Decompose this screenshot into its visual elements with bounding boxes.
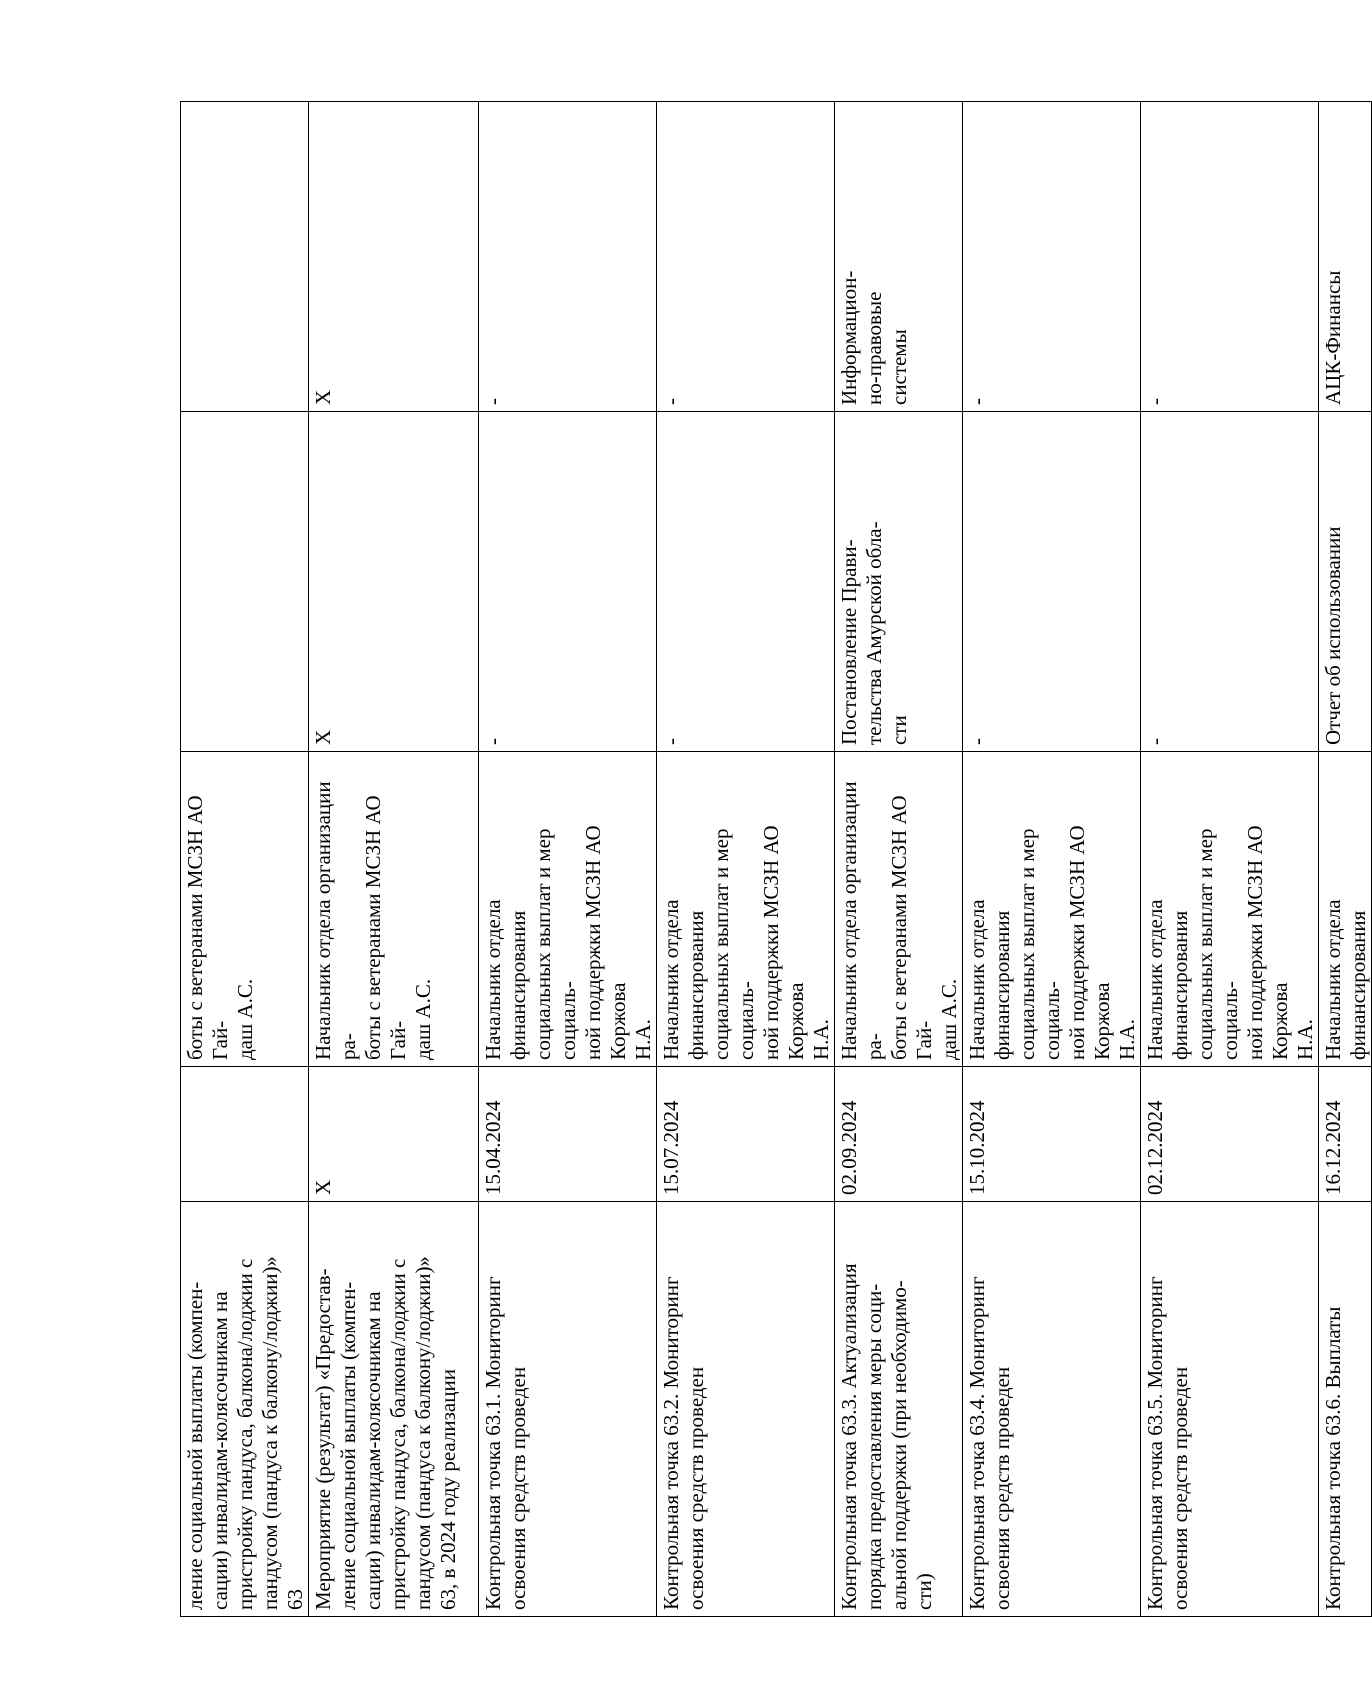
table-row — [181, 102, 309, 1617]
cell-text: Контрольная точка 63.5. Мониторинг освоения средств проведен — [1143, 1276, 1192, 1610]
cell-text: X — [311, 729, 335, 745]
cell-text: - — [659, 398, 683, 405]
cell-text: Начальник отдела финансирования социальных выплат и мер социаль- ной поддержки МСЗН АО Коржова Н.А. — [659, 825, 833, 1060]
control-points-table — [180, 101, 1372, 1617]
event-name-cell — [1141, 1202, 1319, 1617]
responsible-cell — [1141, 752, 1319, 1067]
cell-text: 15.04.2024 — [481, 1100, 505, 1195]
table-row — [309, 102, 479, 1617]
cell-text: Постановление Прави- тельства Амурской обла- сти — [837, 521, 911, 745]
responsible-cell — [181, 752, 309, 1067]
cell-text: Информацион- но-правовые системы — [837, 270, 911, 405]
responsible-cell — [835, 752, 963, 1067]
cell-text: Контрольная точка 63.6. Выплаты — [1321, 1306, 1345, 1610]
responsible-cell — [657, 752, 835, 1067]
event-name-cell — [835, 1202, 963, 1617]
table-row — [657, 102, 835, 1617]
table-row — [963, 102, 1141, 1617]
cell-text: - — [659, 738, 683, 745]
cell-text: X — [311, 389, 335, 405]
info-system-cell — [309, 102, 479, 412]
cell-text: Контрольная точка 63.2. Мониторинг освоения средств проведен — [659, 1276, 708, 1610]
due-date-cell — [1141, 1067, 1319, 1202]
cell-text: Контрольная точка 63.3. Актуализация порядка предоставления меры соци- альной поддержки (при необходимо- сти) — [837, 1263, 936, 1610]
cell-text: 15.10.2024 — [965, 1100, 989, 1195]
event-name-cell — [181, 1202, 309, 1617]
document-type-cell — [963, 412, 1141, 752]
document-type-cell — [479, 412, 657, 752]
cell-text: 02.09.2024 — [837, 1100, 861, 1195]
cell-text: Начальник отдела организации ра- боты с ветеранами МСЗН АО Гай- даш А.С. — [311, 781, 435, 1060]
cell-text: боты с ветеранами МСЗН АО Гай- даш А.С. — [183, 795, 257, 1060]
cell-text: Начальник отдела финансирования социальных выплат и мер социаль- ной поддержки МСЗН АО Коржова Н.А. — [965, 825, 1139, 1060]
cell-text: АЦК-Финансы — [1321, 270, 1345, 405]
cell-text: - — [481, 398, 505, 405]
responsible-cell — [479, 752, 657, 1067]
table-row — [1319, 102, 1372, 1617]
info-system-cell — [1319, 102, 1372, 412]
cell-text: - — [1143, 398, 1167, 405]
due-date-cell — [1319, 1067, 1372, 1202]
info-system-cell — [1141, 102, 1319, 412]
table-row — [835, 102, 963, 1617]
cell-text: Начальник отдела финансирования социальных выплат и мер социаль- ной поддержки МСЗН АО Коржова Н.А. — [481, 825, 655, 1060]
cell-text: - — [965, 738, 989, 745]
document-type-cell — [181, 412, 309, 752]
cell-text: Мероприятие (результат) «Предостав- ление социальной выплаты (компен- сации) инвалидам-колясочникам на пристройку пандуса, балкона/лоджии с пандусом (пандуса к балкону/лоджии)» 63, в 2024 году реализации — [311, 1256, 460, 1610]
cell-text: 02.12.2024 — [1143, 1100, 1167, 1195]
cell-text: - — [965, 398, 989, 405]
cell-text: 15.07.2024 — [659, 1100, 683, 1195]
cell-text: Отчет об использовании — [1321, 526, 1345, 745]
cell-text: X — [311, 1179, 335, 1195]
due-date-cell — [657, 1067, 835, 1202]
responsible-cell — [309, 752, 479, 1067]
responsible-cell — [963, 752, 1141, 1067]
info-system-cell — [479, 102, 657, 412]
document-type-cell — [835, 412, 963, 752]
document-type-cell — [1141, 412, 1319, 752]
event-name-cell — [309, 1202, 479, 1617]
event-name-cell — [479, 1202, 657, 1617]
info-system-cell — [963, 102, 1141, 412]
rotated-table-sheet — [180, 102, 1370, 1617]
info-system-cell — [835, 102, 963, 412]
due-date-cell — [181, 1067, 309, 1202]
responsible-cell — [1319, 752, 1372, 1067]
table-row — [479, 102, 657, 1617]
due-date-cell — [963, 1067, 1141, 1202]
event-name-cell — [657, 1202, 835, 1617]
cell-text: - — [1143, 738, 1167, 745]
table-row — [1141, 102, 1319, 1617]
event-name-cell — [963, 1202, 1141, 1617]
cell-text: ление социальной выплаты (компен- сации) инвалидам-колясочникам на пристройку пандуса, балкона/лоджии с пандусом (пандуса к балкону/лоджии)» 63 — [183, 1256, 307, 1610]
info-system-cell — [181, 102, 309, 412]
cell-text: Контрольная точка 63.4. Мониторинг освоения средств проведен — [965, 1276, 1014, 1610]
due-date-cell — [835, 1067, 963, 1202]
cell-text: Начальник отдела финансирования — [1321, 899, 1370, 1060]
due-date-cell — [309, 1067, 479, 1202]
due-date-cell — [479, 1067, 657, 1202]
document-type-cell — [309, 412, 479, 752]
info-system-cell — [657, 102, 835, 412]
cell-text: 16.12.2024 — [1321, 1100, 1345, 1195]
cell-text: Начальник отдела финансирования социальных выплат и мер социаль- ной поддержки МСЗН АО Коржова Н.А. — [1143, 825, 1317, 1060]
document-type-cell — [657, 412, 835, 752]
cell-text: Контрольная точка 63.1. Мониторинг освоения средств проведен — [481, 1276, 530, 1610]
event-name-cell — [1319, 1202, 1372, 1617]
cell-text: - — [481, 738, 505, 745]
cell-text: Начальник отдела организации ра- боты с ветеранами МСЗН АО Гай- даш А.С. — [837, 781, 961, 1060]
document-type-cell — [1319, 412, 1372, 752]
